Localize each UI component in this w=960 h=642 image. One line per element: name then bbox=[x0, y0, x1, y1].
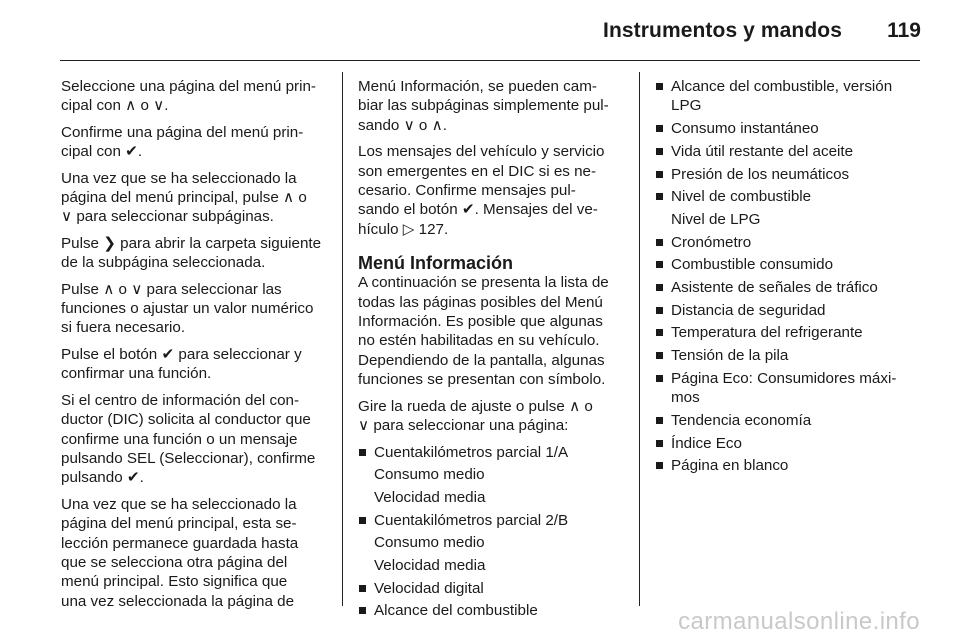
list-item-text: Página Eco: Consumidores máxi- mos bbox=[671, 369, 897, 407]
paragraph: Los mensajes del vehículo y servicio son emergentes en el DIC si es ne- cesario. Confirme mensajes pul- sando el botón ✔. Mensajes del ve- hículo ▷ 127. bbox=[358, 143, 605, 238]
column-2 bbox=[358, 77, 624, 624]
square-bullet-icon bbox=[656, 352, 663, 359]
list-item bbox=[358, 511, 624, 530]
list-item bbox=[655, 301, 919, 320]
list-subitem: Consumo medio bbox=[374, 466, 485, 484]
paragraph: Confirme una página del menú prin- cipal con ✔. bbox=[61, 123, 304, 161]
list-item bbox=[655, 187, 919, 206]
list-item-text: Distancia de seguridad bbox=[671, 301, 826, 319]
list-item-text: Cronómetro bbox=[671, 233, 752, 251]
paragraph: Seleccione una página del menú prin- cipal con ∧ o ∨. bbox=[61, 78, 316, 115]
list-item-text: Consumo instantáneo bbox=[671, 120, 819, 138]
list-item-text: Tendencia economía bbox=[671, 411, 812, 429]
list-item-text: Índice Eco bbox=[671, 434, 742, 452]
list-item bbox=[655, 142, 919, 161]
list-item-text: Asistente de señales de tráfico bbox=[671, 279, 878, 297]
square-bullet-icon bbox=[656, 462, 663, 469]
paragraph: Una vez que se ha seleccionado la página del menú principal, esta se- lección permanece guardada hasta que se selecciona otra página del menú principal. Esto significa que una vez seleccionada la página de bbox=[61, 495, 299, 610]
square-bullet-icon bbox=[359, 607, 366, 614]
list-item bbox=[655, 346, 919, 365]
list-item-text: Velocidad digital bbox=[374, 579, 484, 597]
square-bullet-icon bbox=[656, 83, 663, 90]
list-item-text: Cuentakilómetros parcial 2/B bbox=[374, 511, 569, 529]
section-heading: Menú Información bbox=[358, 253, 514, 274]
column-3 bbox=[655, 77, 919, 479]
list-item bbox=[655, 165, 919, 184]
paragraph: Una vez que se ha seleccionado la página del menú principal, pulse ∧ o ∨ para seleccionar subpáginas. bbox=[61, 169, 307, 226]
square-bullet-icon bbox=[656, 148, 663, 155]
list-item-text: Nivel de combustible bbox=[671, 188, 812, 206]
page-header bbox=[0, 0, 960, 60]
watermark: carmanualsonline.info bbox=[678, 608, 920, 635]
list-item bbox=[655, 77, 919, 116]
square-bullet-icon bbox=[656, 329, 663, 336]
square-bullet-icon bbox=[359, 585, 366, 592]
square-bullet-icon bbox=[656, 171, 663, 178]
square-bullet-icon bbox=[656, 239, 663, 246]
square-bullet-icon bbox=[656, 193, 663, 200]
header-divider bbox=[60, 60, 920, 61]
list-subitem: Nivel de LPG bbox=[671, 210, 761, 228]
list-item-text: Alcance del combustible bbox=[374, 602, 538, 620]
list-subitem: Velocidad media bbox=[374, 557, 486, 575]
list-item bbox=[655, 255, 919, 274]
list-item-text: Tensión de la pila bbox=[671, 347, 789, 365]
list-item bbox=[655, 411, 919, 430]
page-list bbox=[655, 77, 919, 476]
square-bullet-icon bbox=[656, 307, 663, 314]
square-bullet-icon bbox=[359, 449, 366, 456]
list-item bbox=[358, 579, 624, 598]
list-item-text: Vida útil restante del aceite bbox=[671, 142, 854, 160]
list-item bbox=[358, 601, 624, 620]
column-divider-2 bbox=[639, 72, 640, 606]
page-list bbox=[358, 443, 624, 621]
column-divider-1 bbox=[342, 72, 343, 606]
list-item-text: Página en blanco bbox=[671, 457, 789, 475]
paragraph: Gire la rueda de ajuste o pulse ∧ o ∨ para seleccionar una página: bbox=[358, 397, 593, 435]
list-item bbox=[358, 443, 624, 462]
page-number: 119 bbox=[887, 19, 921, 42]
list-subitem: Consumo medio bbox=[374, 534, 485, 552]
list-item-text: Temperatura del refrigerante bbox=[671, 324, 863, 342]
square-bullet-icon bbox=[656, 440, 663, 447]
square-bullet-icon bbox=[656, 261, 663, 268]
paragraph: Menú Información, se pueden cam- biar las subpáginas simplemente pul- sando ∨ o ∧. bbox=[358, 78, 609, 134]
paragraph: Pulse ∧ o ∨ para seleccionar las funciones o ajustar un valor numérico si fuera necesario. bbox=[61, 280, 314, 337]
square-bullet-icon bbox=[656, 284, 663, 291]
list-item bbox=[655, 434, 919, 453]
paragraph: Si el centro de información del con- ductor (DIC) solicita al conductor que confirme una función o un mensaje pulsando SEL (Seleccionar), confirme pulsando ✔. bbox=[61, 391, 316, 487]
list-item-text: Cuentakilómetros parcial 1/A bbox=[374, 443, 569, 461]
list-item-text: Alcance del combustible, versión LPG bbox=[671, 78, 893, 115]
column-1 bbox=[61, 77, 327, 618]
paragraph: Pulse ❯ para abrir la carpeta siguiente de la subpágina seleccionada. bbox=[61, 234, 322, 272]
square-bullet-icon bbox=[656, 375, 663, 382]
list-item bbox=[655, 119, 919, 138]
list-item bbox=[655, 456, 919, 475]
list-subitem: Velocidad media bbox=[374, 488, 486, 506]
square-bullet-icon bbox=[656, 417, 663, 424]
list-item bbox=[655, 278, 919, 297]
paragraph: Pulse el botón ✔ para seleccionar y confirmar una función. bbox=[61, 345, 302, 383]
paragraph: A continuación se presenta la lista de todas las páginas posibles del Menú Información. Es posible que algunas no estén habilitadas en su vehículo. Dependiendo de la pantalla, algunas funciones se presentan con símbolo. bbox=[358, 274, 609, 389]
list-item-text: Combustible consumido bbox=[671, 256, 834, 274]
list-item-text: Presión de los neumáticos bbox=[671, 165, 850, 183]
list-item bbox=[655, 323, 919, 342]
square-bullet-icon bbox=[359, 517, 366, 524]
section-title: Instrumentos y mandos bbox=[603, 19, 842, 42]
square-bullet-icon bbox=[656, 125, 663, 132]
list-item bbox=[655, 369, 919, 408]
list-item bbox=[655, 233, 919, 252]
